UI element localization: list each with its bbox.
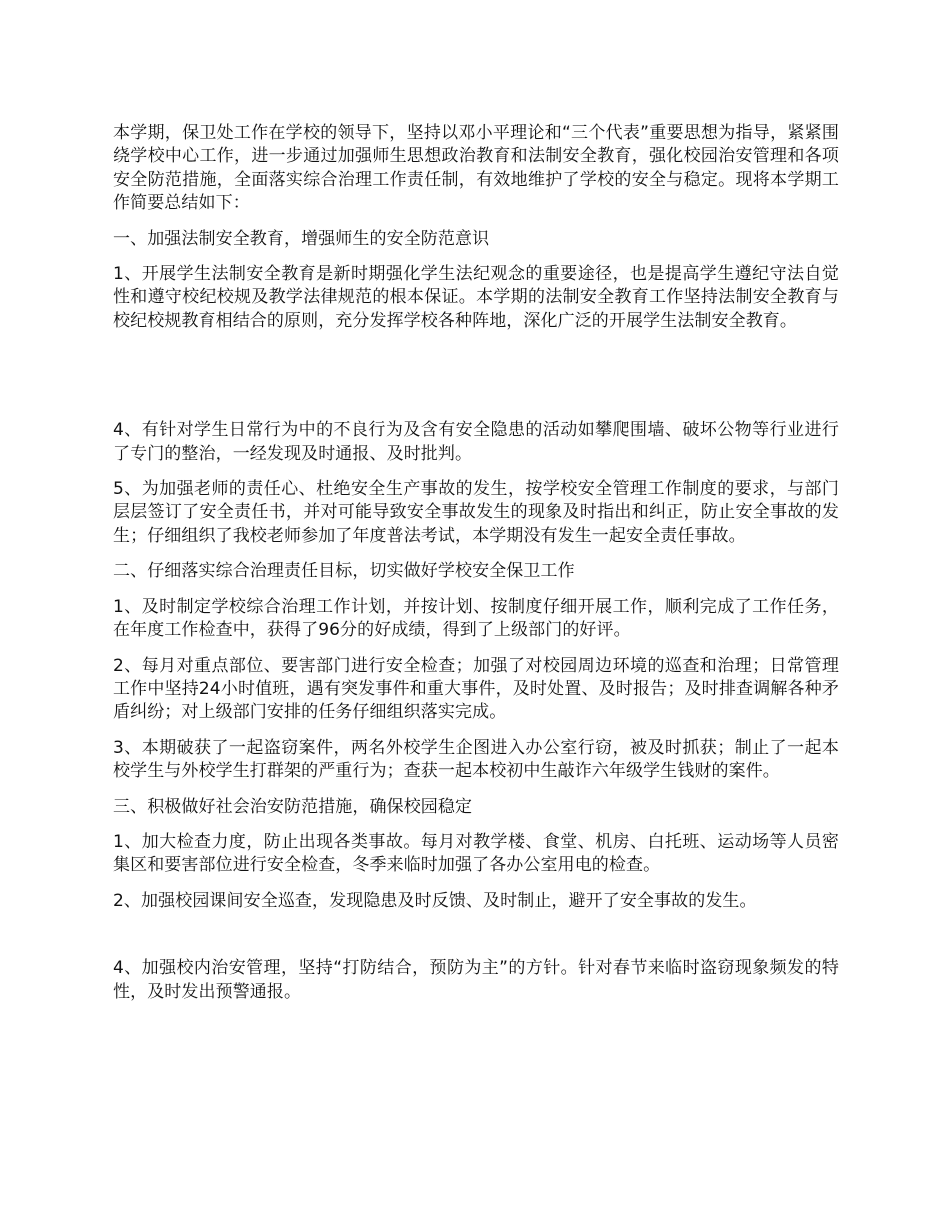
- section-2-item-3: 3、本期破获了一起盗窃案件，两名外校学生企图进入办公室行窃，被及时抓获；制止了一起本校学生与外校学生打群架的严重行为；查获一起本校初中生敲诈六年级学生钱财的案件。: [113, 737, 839, 782]
- document-body: [113, 122, 839, 1016]
- blank-gap: [113, 345, 839, 419]
- section-heading-1: 一、加强法制安全教育，增强师生的安全防范意识: [113, 228, 490, 249]
- section-1-item-5: 5、为加强老师的责任心、杜绝安全生产事故的发生，按学校安全管理工作制度的要求，与部门层层签订了安全责任书，并对可能导致安全事故发生的现象及时指出和纠正，防止安全事故的发生；仔细组织了我校老师参加了年度普法考试，本学期没有发生一起安全责任事故。: [113, 479, 839, 546]
- section-1-item-1: 1、开展学生法制安全教育是新时期强化学生法纪观念的重要途径，也是提高学生遵纪守法自觉性和遵守校纪校规及教学法律规范的根本保证。本学期的法制安全教育工作坚持法制安全教育与校纪校规教育相结合的原则，充分发挥学校各种阵地，深化广泛的开展学生法制安全教育。: [113, 264, 839, 331]
- section-heading-3: 三、积极做好社会治安防范措施，确保校园稳定: [113, 796, 473, 817]
- section-heading-2: 二、仔细落实综合治理责任目标，切实做好学校安全保卫工作: [113, 561, 575, 582]
- blank-gap: [113, 925, 839, 957]
- section-3-item-2: 2、加强校园课间安全巡查，发现隐患及时反馈、及时制止，避开了安全事故的发生。: [113, 890, 757, 911]
- section-2-item-1: 1、及时制定学校综合治理工作计划，并按计划、按制度仔细开展工作，顺利完成了工作任务，在年度工作检查中，获得了96分的好成绩，得到了上级部门的好评。: [113, 596, 839, 641]
- section-3-item-1: 1、加大检查力度，防止出现各类事故。每月对教学楼、食堂、机房、白托班、运动场等人员密集区和要害部位进行安全检查，冬季来临时加强了各办公室用电的检查。: [113, 831, 839, 876]
- section-1-item-4: 4、有针对学生日常行为中的不良行为及含有安全隐患的活动如攀爬围墙、破坏公物等行业进行了专门的整治，一经发现及时通报、及时批判。: [113, 420, 839, 464]
- section-3-item-4: 4、加强校内治安管理，坚持“打防结合，预防为主”的方针。针对春节来临时盗窃现象频发的特性，及时发出预警通报。: [113, 958, 839, 1002]
- section-2-item-2: 2、每月对重点部位、要害部门进行安全检查；加强了对校园周边环境的巡查和治理；日常管理工作中坚持24小时值班，遇有突发事件和重大事件，及时处置、及时报告；及时排查调解各种矛盾纠纷；对上级部门安排的任务仔细组织落实完成。: [113, 655, 839, 723]
- intro-paragraph: 本学期，保卫处工作在学校的领导下，坚持以邓小平理论和“三个代表”重要思想为指导，紧紧围绕学校中心工作，进一步通过加强师生思想政治教育和法制安全教育，强化校园治安管理和各项安全防范措施，全面落实综合治理工作责任制，有效地维护了学校的安全与稳定。现将本学期工作简要总结如下：: [113, 123, 839, 214]
